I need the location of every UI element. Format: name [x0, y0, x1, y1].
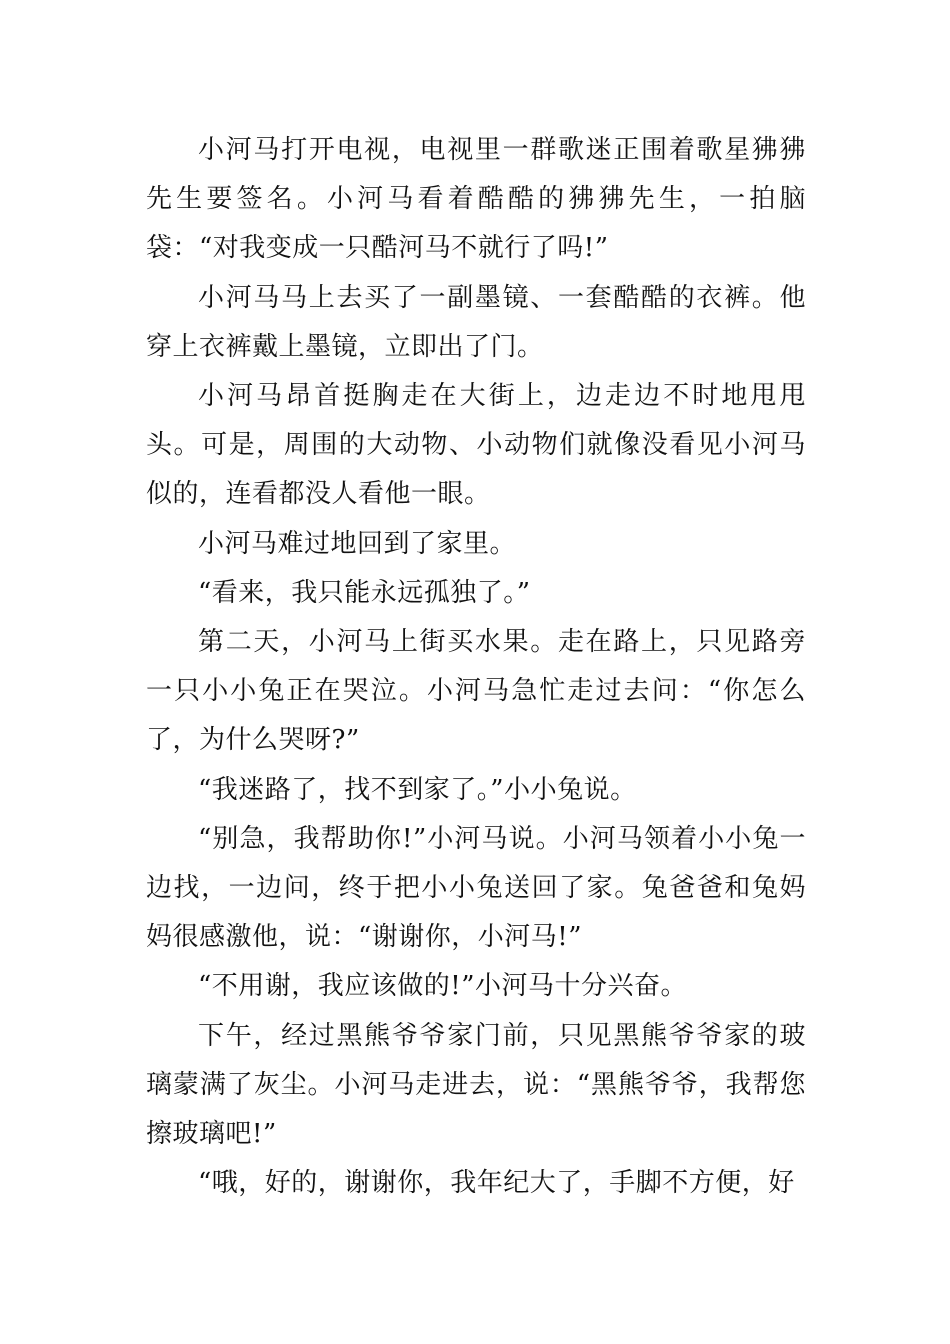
paragraph: “看来，我只能永远孤独了。”: [198, 577, 531, 608]
paragraph: “不用谢，我应该做的!”小河马十分兴奋。: [198, 971, 688, 1002]
paragraph: “我迷路了，找不到家了。”小小兔说。: [198, 774, 637, 805]
paragraph: “别急，我帮助你!”小河马说。小河马领着小小兔一边找，一边问，终于把小小兔送回了家。兔爸爸和兔妈妈很感激他，说：“谢谢你，小河马!”: [146, 823, 806, 953]
paragraph: 小河马马上去买了一副墨镜、一套酷酷的衣裤。他穿上衣裤戴上墨镜，立即出了门。: [146, 282, 806, 362]
paragraph: 小河马难过地回到了家里。: [198, 528, 517, 559]
paragraph: 第二天，小河马上街买水果。走在路上，只见路旁一只小小兔正在哭泣。小河马急忙走过去问：“你怎么了，为什么哭呀?”: [146, 627, 806, 756]
paragraph: 下午，经过黑熊爷爷家门前，只见黑熊爷爷家的玻璃蒙满了灰尘。小河马走进去，说：“黑熊爷爷，我帮您擦玻璃吧!”: [146, 1020, 806, 1150]
paragraph: 小河马昂首挺胸走在大街上，边走边不时地甩甩头。可是，周围的大动物、小动物们就像没看见小河马似的，连看都没人看他一眼。: [146, 381, 806, 510]
paragraph: “哦，好的，谢谢你，我年纪大了，手脚不方便，好: [198, 1168, 795, 1199]
paragraph: 小河马打开电视，电视里一群歌迷正围着歌星狒狒先生要签名。小河马看着酷酷的狒狒先生，一拍脑袋：“对我变成一只酷河马不就行了吗!”: [146, 135, 806, 264]
story-text: [146, 126, 806, 1208]
